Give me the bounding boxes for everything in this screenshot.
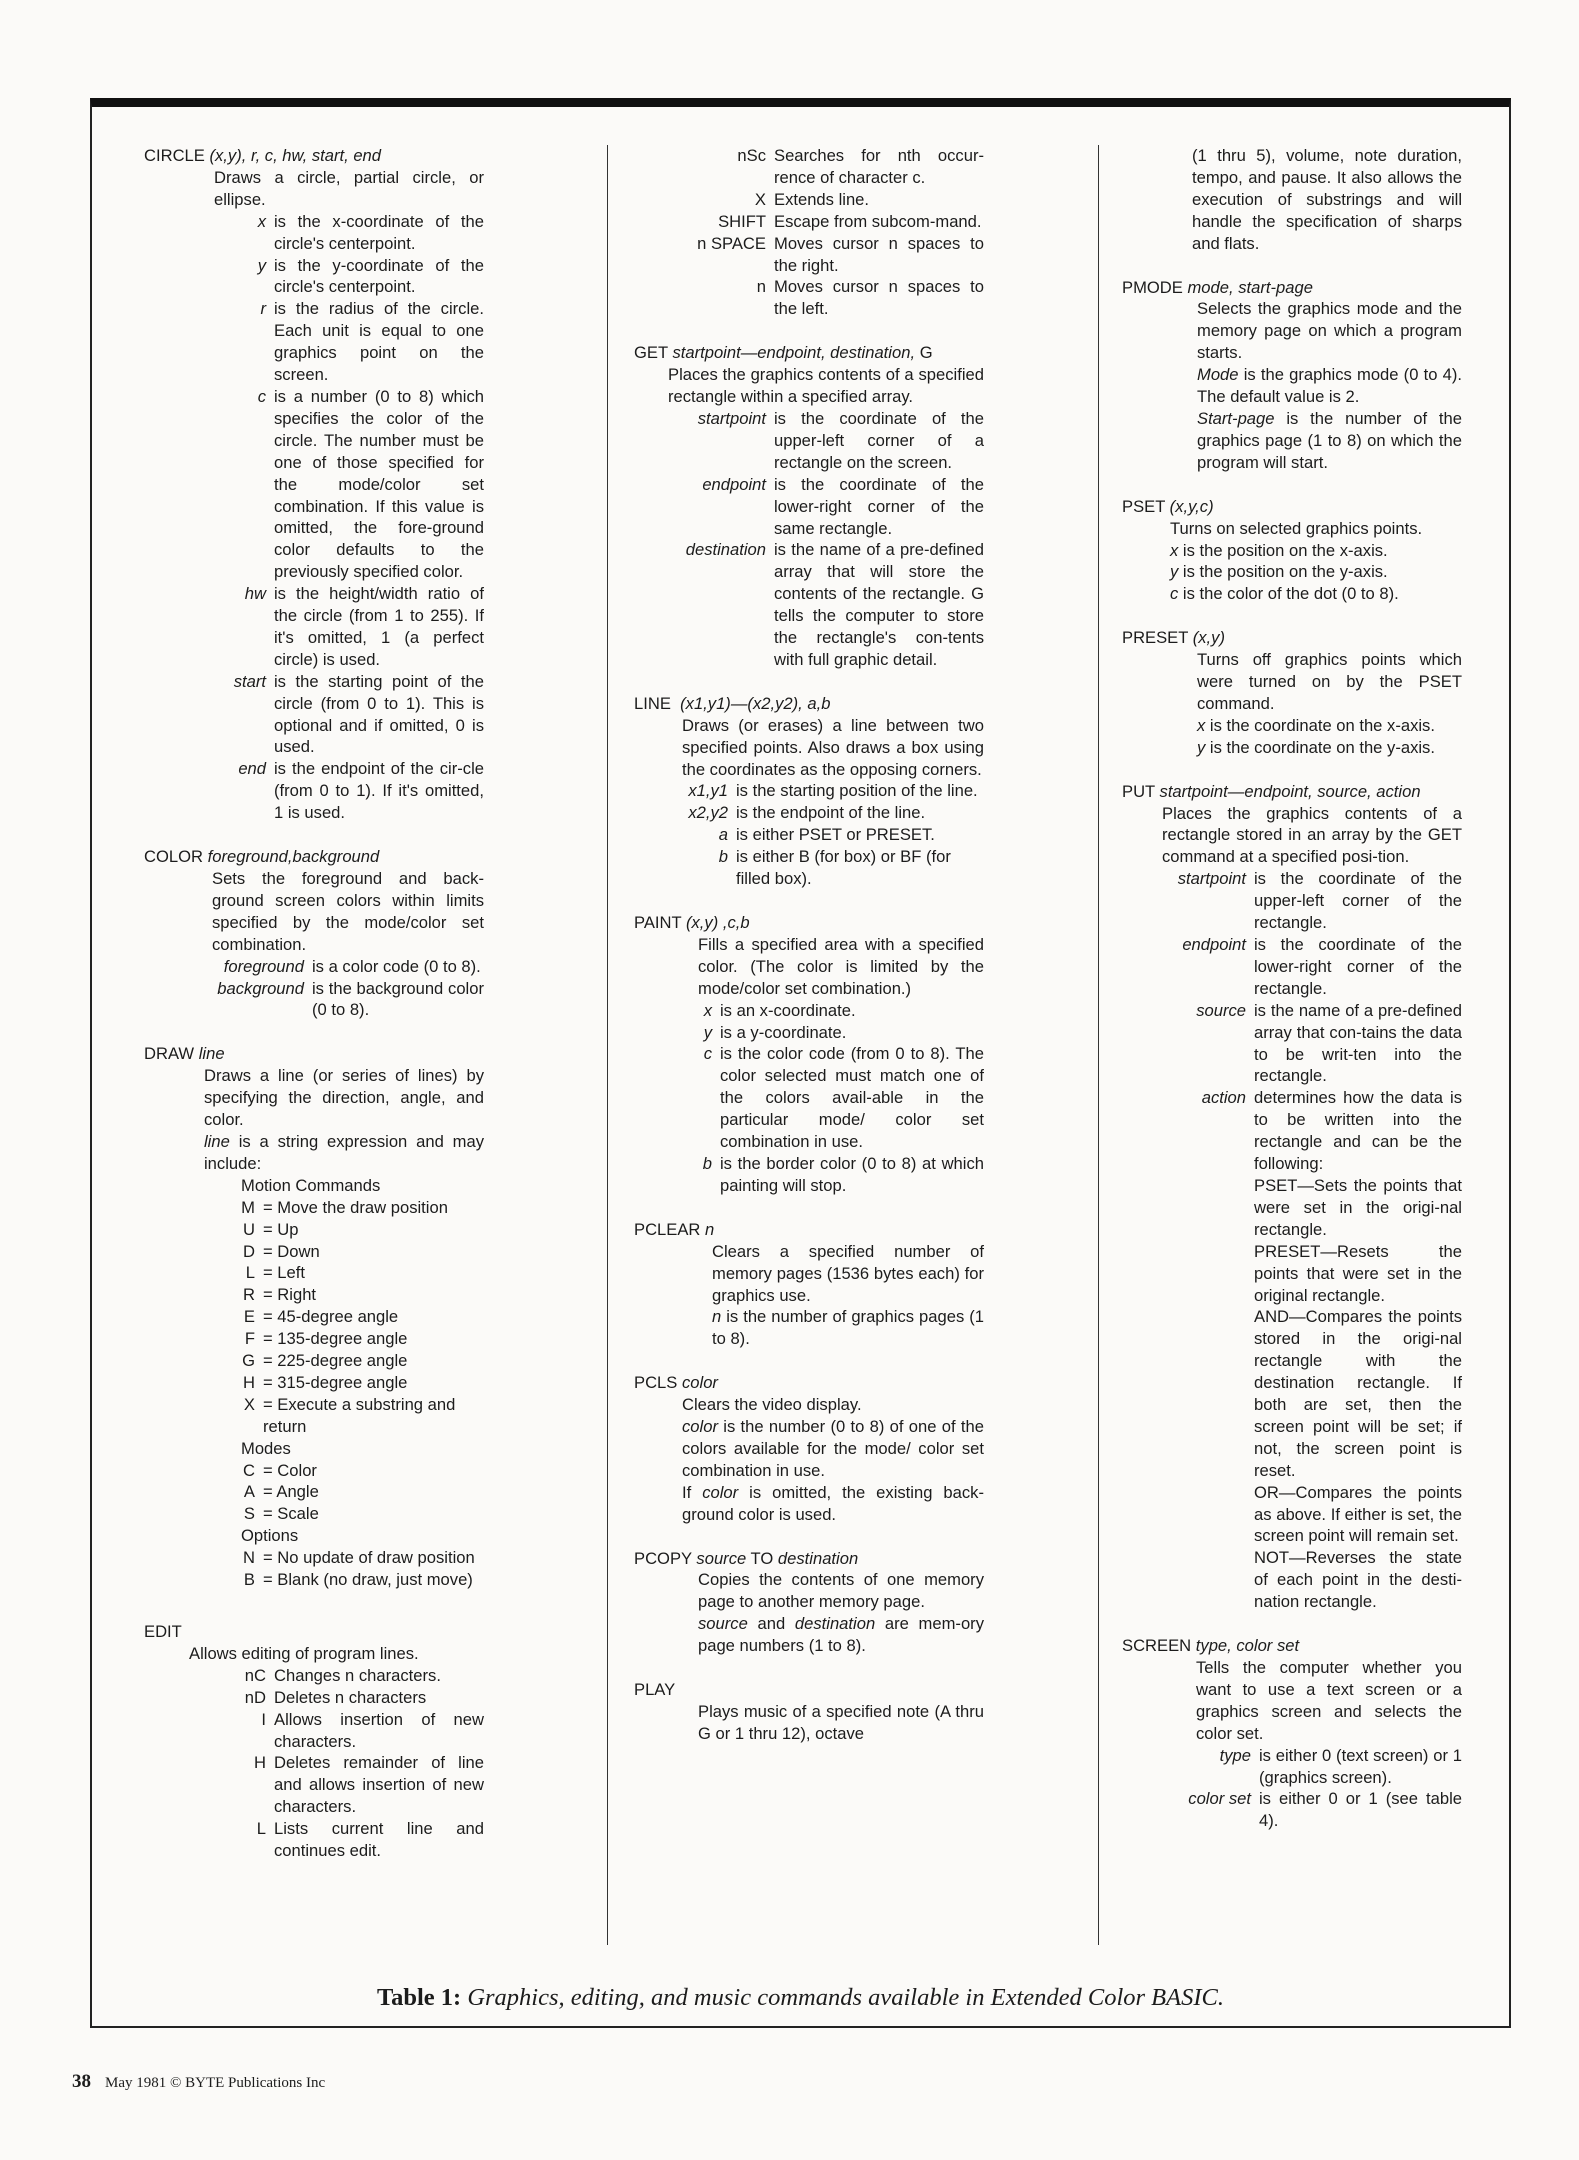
command-description: Allows editing of program lines. [189, 1643, 419, 1663]
motion-command [241, 1350, 484, 1372]
param-key: c [703, 1044, 712, 1064]
command-description: Draws a circle, partial circle, or ellipse. [214, 167, 484, 209]
mode-item [241, 1503, 484, 1525]
param-value: is the height/width ratio of the circle (from 1 to 255). If it's omitted, 1 (a perfect circle) is used. [274, 584, 484, 669]
param-key: x [257, 211, 266, 231]
play-continued: (1 thru 5), volume, note duration, tempo, and pause. It also allows the execution of substrings and will handle the specification of sharps and flats. [1192, 146, 1462, 253]
param-value: is the coordinate of the upper-left corner of the rectangle. [1254, 869, 1462, 933]
param-value: = Execute a substring and return [263, 1394, 456, 1436]
motion-command [241, 1328, 484, 1350]
param-value: = 45-degree angle [263, 1307, 399, 1327]
param-value: = Scale [263, 1504, 319, 1524]
axis-line: x is the coordinate on the x-axis. [1197, 715, 1435, 735]
param-row [666, 233, 984, 277]
param-row [682, 802, 984, 824]
param-key: S [243, 1504, 255, 1524]
param-row [1162, 868, 1462, 934]
param-row [698, 1043, 984, 1153]
entry-screen [1122, 1635, 1467, 1832]
axis-line: y is the coordinate on the y-axis. [1197, 737, 1435, 757]
param-key: N [243, 1548, 255, 1568]
param-value: is an x-coordinate. [720, 1000, 856, 1020]
draw-subcommands [241, 1175, 484, 1591]
param-row [214, 1752, 484, 1818]
motion-command [241, 1306, 484, 1328]
command-description: Copies the contents of one memory page to another memory page. source and destination are mem-ory page numbers (1 to 8). [698, 1570, 984, 1656]
page-number: 38 [72, 2071, 91, 2092]
param-value: is the color code (from 0 to 8). The color selected must match one of the colors avail-able in the particular mode/ color set combination in use. [720, 1044, 984, 1152]
param-key: nC [244, 1665, 266, 1685]
command-heading: EDIT [144, 1622, 182, 1641]
edit-continued [666, 145, 984, 320]
param-row [666, 189, 984, 211]
param-value: determines how the data is to be written into the rectangle and can be the following: [1254, 1088, 1462, 1174]
param-key: startpoint [1177, 869, 1246, 889]
param-key: c [257, 386, 266, 406]
command-heading: PCLEAR n [634, 1219, 715, 1239]
param-key: endpoint [1182, 935, 1246, 954]
param-value: is the coordinate of the upper-left corner of a rectangle on the screen. [774, 408, 984, 472]
param-row [214, 671, 484, 759]
param-row [682, 780, 984, 802]
motion-command [241, 1219, 484, 1241]
param-key: destination [685, 540, 766, 560]
command-description: Clears a specified number of memory pages (1536 bytes each) for graphics use. [712, 1241, 984, 1305]
motion-list [241, 1197, 484, 1438]
param-key: R [243, 1285, 255, 1305]
param-row [654, 408, 984, 474]
param-value: is either 0 or 1 (see table 4). [1259, 1789, 1462, 1831]
param-row [666, 211, 984, 233]
param-row [214, 1709, 484, 1753]
command-description: Places the graphics contents of a specified rectangle within a specified array. [668, 365, 984, 407]
param-list [1162, 868, 1462, 1175]
param-key: U [243, 1219, 255, 1239]
param-row [654, 539, 984, 670]
entry-paint [634, 912, 1079, 1197]
action-item: OR—Compares the points as above. If either is set, the screen point will remain set. [1254, 1482, 1462, 1546]
entry-circle [144, 145, 574, 824]
param-key: n SPACE [697, 233, 766, 253]
entry-pmode [1122, 277, 1467, 474]
param-list [682, 780, 984, 890]
table-frame [90, 98, 1511, 2028]
param-key: hw [244, 584, 266, 604]
param-key: start [233, 671, 266, 691]
param-key: action [1201, 1088, 1246, 1108]
footer-text: May 1981 © BYTE Publications Inc [105, 2075, 326, 2091]
command-heading: PCLS color [634, 1373, 718, 1393]
param-value: is the starting point of the circle (from 0 to 1). This is optional and if omitted, 0 is used. [274, 671, 484, 757]
param-value: is the coordinate of the lower-right corner of the rectangle. [1254, 935, 1462, 998]
param-value: is a y-coordinate. [720, 1022, 847, 1042]
param-key: A [243, 1482, 255, 1502]
entry-pclear [634, 1219, 1079, 1350]
param-key: H [254, 1753, 266, 1773]
command-description: Selects the graphics mode and the memory page on which a program starts. Mode is the graphics mode (0 to 4). The default value is 2. Start-page is the number of the graphics page (1 to 8) on which the program will start. [1197, 299, 1462, 472]
modes-title: Modes [241, 1438, 291, 1458]
param-value: is either PSET or PRESET. [736, 825, 935, 845]
param-value: = No update of draw position [263, 1548, 475, 1568]
command-heading: PMODE mode, start-page [1122, 277, 1313, 297]
param-row [214, 386, 484, 583]
param-value: Moves cursor n spaces to the left. [774, 277, 984, 319]
column-2 [634, 145, 1079, 1950]
line-description: line is a string expression and may include: [204, 1131, 484, 1173]
param-row [698, 1000, 984, 1022]
param-list [214, 211, 484, 824]
modes-list [241, 1460, 484, 1526]
command-heading: DRAW line [144, 1044, 225, 1064]
entry-pcopy [634, 1548, 1079, 1658]
command-description: Draws (or erases) a line between two specified points. Also draws a box using the coordinates as the opposing corners. [682, 715, 984, 779]
param-key: startpoint [697, 408, 766, 428]
command-heading: GET startpoint—endpoint, destination, G [634, 343, 933, 363]
entry-edit [144, 1621, 574, 1862]
command-description: Turns off graphics points which were turned on by the PSET command. x is the coordinate on the x-axis. y is the coordinate on the y-axis. [1197, 650, 1462, 757]
param-key: B [243, 1570, 255, 1590]
param-value: is either B (for box) or BF (for filled box). [736, 847, 951, 889]
column-1 [144, 145, 574, 1950]
param-key: nD [244, 1687, 266, 1707]
param-value: Extends line. [774, 189, 870, 209]
param-key: nSc [737, 146, 766, 165]
param-row [698, 1153, 984, 1197]
command-heading: PUT startpoint—endpoint, source, action [1122, 781, 1421, 801]
param-key: a [718, 825, 728, 845]
entry-line [634, 693, 1079, 890]
param-key: b [702, 1153, 712, 1173]
param-list [214, 1665, 484, 1862]
param-value: is the radius of the circle. Each unit is equal to one graphics point on the screen. [274, 299, 484, 385]
option-item [241, 1547, 484, 1569]
param-row [212, 956, 484, 978]
param-row [1162, 1087, 1462, 1175]
column-rule [1098, 145, 1099, 1945]
param-key: y [703, 1022, 712, 1042]
param-key: H [243, 1372, 255, 1392]
param-value: Deletes remainder of line and allows insertion of new characters. [274, 1753, 484, 1817]
param-row [1162, 1000, 1462, 1088]
param-value: = Right [263, 1285, 317, 1305]
param-key: L [256, 1819, 266, 1839]
entry-put [1122, 781, 1467, 1613]
param-key: D [243, 1241, 255, 1261]
param-value: is the endpoint of the line. [736, 803, 926, 823]
param-row [654, 474, 984, 540]
param-value: is the y-coordinate of the circle's centerpoint. [274, 255, 484, 297]
command-description: Draws a line (or series of lines) by specifying the direction, angle, and color. [204, 1066, 484, 1130]
param-row [698, 1022, 984, 1044]
param-key: C [243, 1460, 255, 1480]
action-list [1254, 1175, 1462, 1613]
entry-preset [1122, 627, 1467, 758]
param-key: color set [1188, 1789, 1251, 1809]
param-key: y [257, 255, 266, 275]
param-key: end [238, 759, 266, 779]
param-value: Searches for nth occur-rence of character c. [774, 146, 984, 187]
command-heading: PAINT (x,y) ,c,b [634, 913, 750, 932]
param-key: type [1219, 1745, 1251, 1765]
param-row [214, 255, 484, 299]
param-value: = Down [263, 1241, 320, 1261]
param-key: X [243, 1394, 255, 1414]
pclear-n-description: n is the number of graphics pages (1 to 8). [712, 1307, 984, 1349]
entry-color [144, 846, 574, 1021]
param-key: foreground [223, 956, 304, 976]
param-value: is the background color (0 to 8). [312, 978, 484, 1020]
entry-get [634, 342, 1079, 671]
param-value: Changes n characters. [274, 1665, 441, 1685]
param-row [214, 1665, 484, 1687]
param-row [1162, 934, 1462, 1000]
param-value: is a number (0 to 8) which specifies the color of the circle. The number must be one of those specified for the mode/color set combination. If this value is omitted, the fore-ground color defaults to the previously specified color. [274, 386, 484, 582]
options-list [241, 1547, 484, 1591]
param-key: n [756, 277, 766, 297]
param-key: x [703, 1000, 712, 1020]
param-key: r [260, 299, 266, 319]
motion-command [241, 1284, 484, 1306]
param-value: is the border color (0 to 8) at which painting will stop. [720, 1153, 984, 1195]
entry-pcls [634, 1372, 1079, 1525]
param-value: is a color code (0 to 8). [312, 956, 481, 976]
command-description: Places the graphics contents of a rectangle stored in an array by the GET command at a specified posi-tion. [1162, 803, 1462, 867]
param-value: Lists current line and continues edit. [274, 1819, 484, 1861]
param-key: b [718, 847, 728, 867]
param-row [214, 583, 484, 671]
param-row [666, 145, 984, 189]
param-value: Deletes n characters [274, 1687, 427, 1707]
param-row [212, 978, 484, 1022]
column-rule [607, 145, 608, 1945]
param-value: is the x-coordinate of the circle's centerpoint. [274, 211, 484, 253]
motion-commands-title: Motion Commands [241, 1175, 381, 1195]
param-key: I [261, 1709, 266, 1729]
param-row [682, 824, 984, 846]
action-item: PRESET—Resets the points that were set in the original rectangle. [1254, 1241, 1462, 1305]
param-value: is the coordinate of the lower-right corner of the same rectangle. [774, 474, 984, 538]
option-item [241, 1569, 484, 1591]
param-value: is the name of a pre-defined array that will store the contents of the rectangle. G tells the computer to store the rectangle's con-tents with full graphic detail. [774, 540, 984, 669]
command-heading: PLAY [634, 1680, 676, 1700]
motion-command [241, 1372, 484, 1394]
param-value: is the endpoint of the cir-cle (from 0 to 1). If it's omitted, 1 is used. [274, 759, 484, 823]
param-value: is either 0 (text screen) or 1 (graphics screen). [1259, 1745, 1462, 1787]
param-key: background [217, 978, 304, 998]
command-heading: SCREEN type, color set [1122, 1636, 1300, 1656]
param-row [214, 211, 484, 255]
table-caption: Table 1: Graphics, editing, and music commands available in Extended Color BASIC. [377, 1984, 1224, 2011]
entry-play [634, 1679, 1079, 1745]
command-heading: COLOR foreground,background [144, 847, 380, 867]
command-heading: PRESET (x,y) [1122, 628, 1225, 648]
param-key: x2,y2 [688, 803, 728, 823]
param-value: is the name of a pre-defined array that con-tains the data to be writ-ten into the rectangle. [1254, 1000, 1462, 1086]
param-list [698, 1000, 984, 1197]
command-heading: CIRCLE (x,y), r, c, hw, start, end [144, 146, 382, 165]
param-value: = Blank (no draw, just move) [263, 1570, 473, 1590]
param-value: = Move the draw position [263, 1197, 448, 1217]
param-row [1162, 1788, 1462, 1832]
param-value: = 135-degree angle [263, 1329, 408, 1349]
command-heading: PCOPY source TO destination [634, 1548, 859, 1568]
param-value: = Up [263, 1219, 299, 1239]
param-list [654, 408, 984, 671]
mode-item [241, 1460, 484, 1482]
motion-command [241, 1197, 484, 1219]
action-item: NOT—Reverses the state of each point in the desti-nation rectangle. [1254, 1548, 1462, 1612]
param-list [1162, 1745, 1462, 1833]
action-item: AND—Compares the points stored in the origi-nal rectangle with the destination rectangle. If both are set, then the screen point will be set; if not, the screen point is reset. [1254, 1307, 1462, 1480]
param-key: endpoint [702, 474, 766, 494]
param-row [682, 846, 984, 890]
param-value: = 225-degree angle [263, 1351, 408, 1371]
param-value: = Color [263, 1460, 317, 1480]
param-row [666, 276, 984, 320]
command-heading: LINE (x1,y1)—(x2,y2), a,b [634, 693, 831, 713]
param-row [1162, 1745, 1462, 1789]
command-description: Turns on selected graphics points. x is the position on the x-axis. y is the position on the y-axis. c is the color of the dot (0 to 8). [1170, 518, 1462, 606]
entry-pset [1122, 496, 1467, 606]
param-list [212, 956, 484, 1022]
param-value: = Angle [263, 1482, 319, 1502]
param-key: SHIFT [718, 211, 766, 231]
command-description: Clears the video display. color is the number (0 to 8) of one of the colors available for the mode/ color set combination in use. If color is omitted, the existing back-ground color is used. [682, 1395, 984, 1524]
command-description: Sets the foreground and back-ground screen colors within limits specified by the mode/color set combination. [212, 869, 484, 954]
motion-command [241, 1241, 484, 1263]
param-row [214, 1818, 484, 1862]
param-key: M [241, 1197, 255, 1217]
entry-draw [144, 1043, 574, 1591]
command-description: Tells the computer whether you want to use a text screen or a graphics screen and selects the color set. [1196, 1658, 1462, 1743]
axis-line: c is the color of the dot (0 to 8). [1170, 584, 1399, 604]
param-row [214, 758, 484, 824]
param-key: L [245, 1263, 255, 1283]
motion-command [241, 1394, 484, 1438]
param-value: Escape from subcom-mand. [774, 211, 982, 231]
param-value: Allows insertion of new characters. [274, 1709, 484, 1751]
command-description: Plays music of a specified note (A thru G or 1 thru 12), octave [698, 1702, 984, 1743]
param-value: is the starting position of the line. [736, 781, 978, 801]
param-value: Moves cursor n spaces to the right. [774, 233, 984, 275]
page-footer [72, 2071, 325, 2093]
param-value: = 315-degree angle [263, 1372, 408, 1392]
param-row [214, 1687, 484, 1709]
param-key: x1,y1 [688, 781, 728, 801]
param-value: = Left [263, 1263, 305, 1283]
param-key: G [242, 1351, 255, 1371]
command-heading: PSET (x,y,c) [1122, 496, 1214, 516]
param-key: E [243, 1307, 255, 1327]
param-key: X [754, 189, 766, 209]
param-key: F [244, 1329, 255, 1349]
options-title: Options [241, 1526, 299, 1546]
column-3 [1122, 145, 1467, 1950]
param-row [214, 298, 484, 386]
axis-line: x is the position on the x-axis. [1170, 540, 1388, 560]
motion-command [241, 1262, 484, 1284]
axis-line: y is the position on the y-axis. [1170, 562, 1388, 582]
mode-item [241, 1481, 484, 1503]
command-description: Fills a specified area with a specified color. (The color is limited by the mode/color set combination.) [698, 934, 984, 998]
param-key: source [1196, 1000, 1246, 1020]
action-item: PSET—Sets the points that were set in the origi-nal rectangle. [1254, 1175, 1462, 1239]
